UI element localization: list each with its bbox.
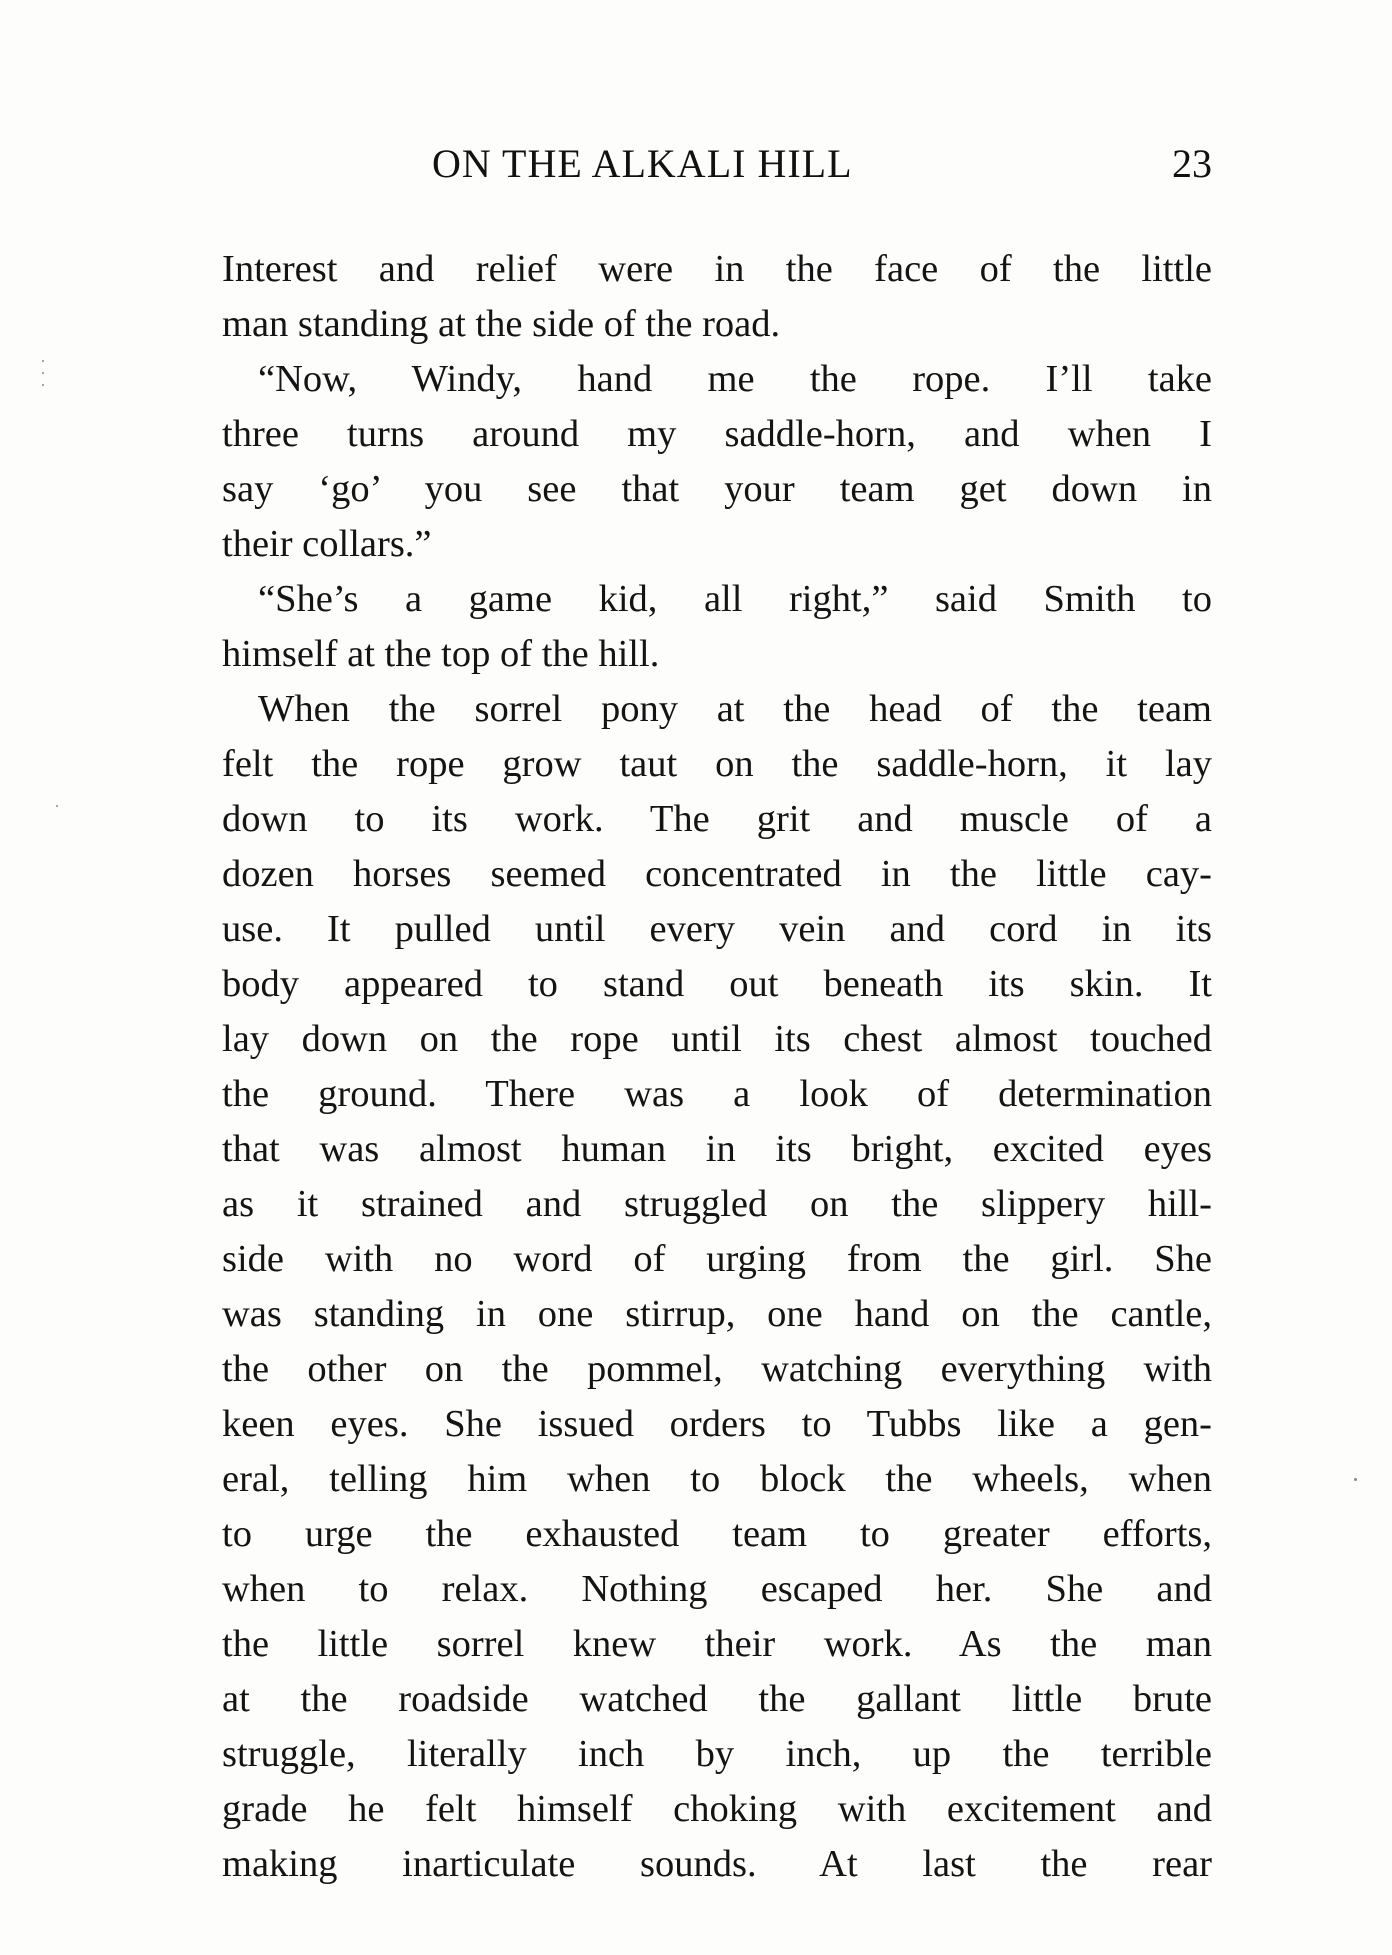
text-line: lay down on the rope until its chest almost touched	[222, 1018, 1212, 1060]
text-line: say ‘go’ you see that your team get down in	[222, 468, 1212, 510]
scan-speck	[42, 360, 44, 362]
text-line: dozen horses seemed concentrated in the little cay-	[222, 853, 1212, 895]
text-line: side with no word of urging from the girl. She	[222, 1238, 1212, 1280]
scan-speck	[42, 384, 44, 386]
text-line: “She’s a game kid, all right,” said Smith to	[258, 578, 1212, 620]
text-line: grade he felt himself choking with excitement and	[222, 1788, 1212, 1830]
body-text	[222, 242, 1212, 1892]
text-line: down to its work. The grit and muscle of a	[222, 798, 1212, 840]
text-line: use. It pulled until every vein and cord in its	[222, 908, 1212, 950]
text-line: When the sorrel pony at the head of the team	[258, 688, 1212, 730]
text-line: their collars.”	[222, 523, 432, 565]
scan-speck	[56, 805, 58, 807]
text-line: eral, telling him when to block the wheels, when	[222, 1458, 1212, 1500]
text-line: the little sorrel knew their work. As the man	[222, 1623, 1212, 1665]
text-line: the ground. There was a look of determination	[222, 1073, 1212, 1115]
scan-speck	[42, 372, 44, 374]
text-line: keen eyes. She issued orders to Tubbs like a gen-	[222, 1403, 1212, 1445]
text-line: making inarticulate sounds. At last the rear	[222, 1843, 1212, 1885]
text-line: man standing at the side of the road.	[222, 303, 781, 345]
text-line: “Now, Windy, hand me the rope. I’ll take	[258, 358, 1212, 400]
text-line: felt the rope grow taut on the saddle-horn, it lay	[222, 743, 1212, 785]
page-header	[222, 140, 1212, 200]
text-line: at the roadside watched the gallant little brute	[222, 1678, 1212, 1720]
text-line: Interest and relief were in the face of the little	[222, 248, 1212, 290]
text-line: body appeared to stand out beneath its skin. It	[222, 963, 1212, 1005]
text-line: to urge the exhausted team to greater efforts,	[222, 1513, 1212, 1555]
page-number: 23	[1172, 141, 1212, 186]
text-line: that was almost human in its bright, excited eyes	[222, 1128, 1212, 1170]
text-line: struggle, literally inch by inch, up the terrible	[222, 1733, 1212, 1775]
text-line: himself at the top of the hill.	[222, 633, 660, 675]
scan-speck	[1354, 1478, 1357, 1481]
running-title: ON THE ALKALI HILL	[432, 141, 853, 186]
text-line: three turns around my saddle-horn, and when I	[222, 413, 1212, 455]
text-line: was standing in one stirrup, one hand on the cantle,	[222, 1293, 1212, 1335]
text-line: as it strained and struggled on the slippery hill-	[222, 1183, 1212, 1225]
text-line: when to relax. Nothing escaped her. She and	[222, 1568, 1212, 1610]
text-line: the other on the pommel, watching everything with	[222, 1348, 1212, 1390]
